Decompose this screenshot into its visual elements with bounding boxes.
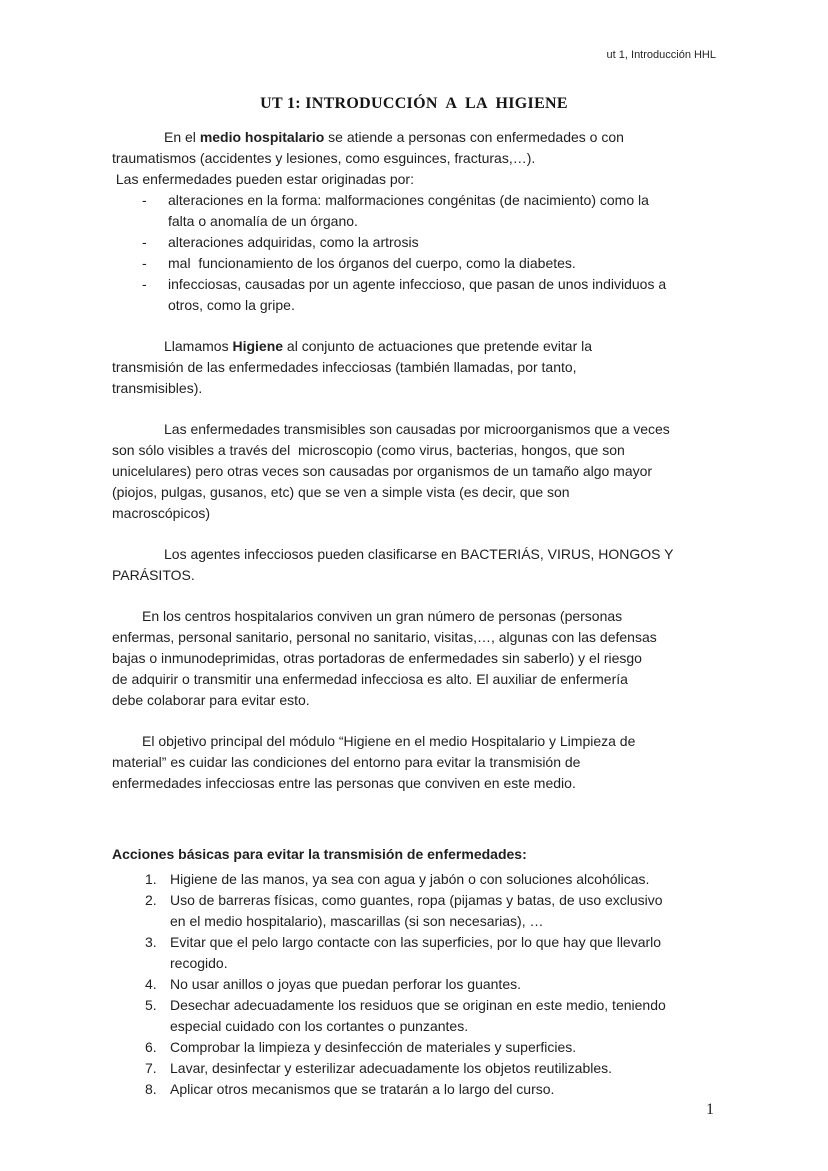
text-line: traumatismos (accidentes y lesiones, como esguinces, fracturas,…). <box>112 150 536 166</box>
text-line: enfermedades infecciosas entre las personas que conviven en este medio. <box>112 775 576 791</box>
list-item-text <box>168 190 716 232</box>
text-segment: Llamamos <box>164 338 233 354</box>
text-line: otros, como la gripe. <box>168 297 295 313</box>
text-line: infecciosas, causadas por un agente infeccioso, que pasan de unos individuos a <box>168 276 667 292</box>
text-line: Las enfermedades pueden estar originadas por: <box>112 171 414 187</box>
section-heading-actions: Acciones básicas para evitar la transmisión de enfermedades: <box>112 846 527 862</box>
text-line: alteraciones en la forma: malformaciones congénitas (de nacimiento) como la <box>168 192 649 208</box>
text-segment: En el <box>164 129 200 145</box>
page-number: 1 <box>706 1101 714 1118</box>
text-line: (piojos, pulgas, gusanos, etc) que se ven a simple vista (es decir, que son <box>112 484 570 500</box>
blank-line <box>112 711 716 731</box>
list-item <box>112 974 716 995</box>
blank-lines <box>112 794 716 844</box>
text-line: especial cuidado con los cortantes o punzantes. <box>170 1018 469 1034</box>
list-item <box>112 1058 716 1079</box>
list-item-text <box>168 253 716 274</box>
text-line: Uso de barreras físicas, como guantes, ropa (pijamas y batas, de uso exclusivo <box>170 892 663 908</box>
list-item-text <box>170 932 716 974</box>
text-line: mal funcionamiento de los órganos del cuerpo, como la diabetes. <box>168 255 576 271</box>
dash-marker: - <box>142 234 147 250</box>
dash-marker: - <box>142 255 147 271</box>
item-number: 7. <box>145 1060 157 1076</box>
list-item-text <box>170 890 716 932</box>
dash-marker: - <box>142 192 147 208</box>
text-line: en el medio hospitalario), mascarillas (si son necesarias), … <box>170 913 544 929</box>
text-line: transmisibles). <box>112 380 203 396</box>
text-line <box>112 127 716 148</box>
blank-line <box>112 399 716 419</box>
item-number: 6. <box>145 1039 157 1055</box>
text-line: unicelulares) pero otras veces son causadas por organismos de un tamaño algo mayor <box>112 463 653 479</box>
text-line: Las enfermedades transmisibles son causadas por microorganismos que a veces <box>164 421 670 437</box>
document-title: UT 1: INTRODUCCIÓN A LA HIGIENE <box>260 95 568 112</box>
text-line: No usar anillos o joyas que puedan perforar los guantes. <box>170 976 521 992</box>
blank-line <box>112 586 716 606</box>
dash-list <box>112 190 716 316</box>
blank-line <box>112 316 716 336</box>
text-line: Los agentes infecciosos pueden clasificarse en BACTERIÁS, VIRUS, HONGOS Y <box>164 546 674 562</box>
paragraph-transmissibles <box>112 419 716 524</box>
text-line: Lavar, desinfectar y esterilizar adecuadamente los objetos reutilizables. <box>170 1060 613 1076</box>
text-line: son sólo visibles a través del microscopio (como virus, bacterias, hongos, que son <box>112 442 625 458</box>
list-item <box>112 1037 716 1058</box>
list-item <box>112 274 716 316</box>
text-line: Evitar que el pelo largo contacte con las superficies, por lo que hay que llevarlo <box>170 934 662 950</box>
blank-line <box>112 524 716 544</box>
paragraph-higiene-definition <box>112 336 716 399</box>
text-line: El objetivo principal del módulo “Higiene en el medio Hospitalario y Limpieza de <box>142 733 636 749</box>
text-line: falta o anomalía de un órgano. <box>168 213 358 229</box>
text-line <box>112 336 716 357</box>
paragraph-intro <box>112 127 716 190</box>
text-line: alteraciones adquiridas, como la artrosis <box>168 234 419 250</box>
text-line: Higiene de las manos, ya sea con agua y jabón o con soluciones alcohólicas. <box>170 871 650 887</box>
text-line: de adquirir o transmitir una enfermedad infecciosa es alto. El auxiliar de enfermería <box>112 671 628 687</box>
paragraph-agents <box>112 544 716 586</box>
list-item-text <box>168 274 716 316</box>
text-line: PARÁSITOS. <box>112 567 195 583</box>
list-item-text <box>170 869 716 890</box>
item-number: 8. <box>145 1081 157 1097</box>
list-item-text <box>170 1037 716 1058</box>
text-line: macroscópicos) <box>112 505 211 521</box>
bold-text: medio hospitalario <box>199 129 325 145</box>
list-item <box>112 932 716 974</box>
list-item <box>112 869 716 890</box>
item-number: 5. <box>145 997 157 1013</box>
paragraph-objective <box>112 731 716 794</box>
bold-text: Higiene <box>232 338 284 354</box>
item-number: 3. <box>145 934 157 950</box>
text-line: enfermas, personal sanitario, personal no sanitario, visitas,…, algunas con las defensas <box>112 629 657 645</box>
item-number: 1. <box>145 871 157 887</box>
list-item <box>112 1079 716 1100</box>
dash-marker: - <box>142 276 147 292</box>
list-item <box>112 253 716 274</box>
list-item <box>112 890 716 932</box>
item-number: 4. <box>145 976 157 992</box>
list-item-text <box>170 995 716 1037</box>
list-item-text <box>170 974 716 995</box>
text-line: En los centros hospitalarios conviven un gran número de personas (personas <box>142 608 623 624</box>
list-item-text <box>170 1058 716 1079</box>
text-line: recogido. <box>170 955 228 971</box>
text-segment: se atiende a personas con enfermedades o con <box>324 129 624 145</box>
numbered-list <box>112 869 716 1100</box>
list-item <box>112 995 716 1037</box>
text-segment: al conjunto de actuaciones que pretende evitar la <box>283 338 593 354</box>
text-line: material” es cuidar las condiciones del entorno para evitar la transmisión de <box>112 754 581 770</box>
list-item <box>112 190 716 232</box>
text-line: transmisión de las enfermedades infecciosas (también llamadas, por tanto, <box>112 359 577 375</box>
text-line: Comprobar la limpieza y desinfección de materiales y superficies. <box>170 1039 577 1055</box>
list-item-text <box>168 232 716 253</box>
list-item-text <box>170 1079 716 1100</box>
paragraph-hospital-centers <box>112 606 716 711</box>
text-line: Desechar adecuadamente los residuos que se originan en este medio, teniendo <box>170 997 666 1013</box>
item-number: 2. <box>145 892 157 908</box>
header-note: ut 1, Introducción HHL <box>606 49 716 61</box>
list-item <box>112 232 716 253</box>
text-line: bajas o inmunodeprimidas, otras portadoras de enfermedades sin saberlo) y el riesgo <box>112 650 642 666</box>
text-line: Aplicar otros mecanismos que se tratarán a lo largo del curso. <box>170 1081 555 1097</box>
text-line: debe colaborar para evitar esto. <box>112 692 310 708</box>
